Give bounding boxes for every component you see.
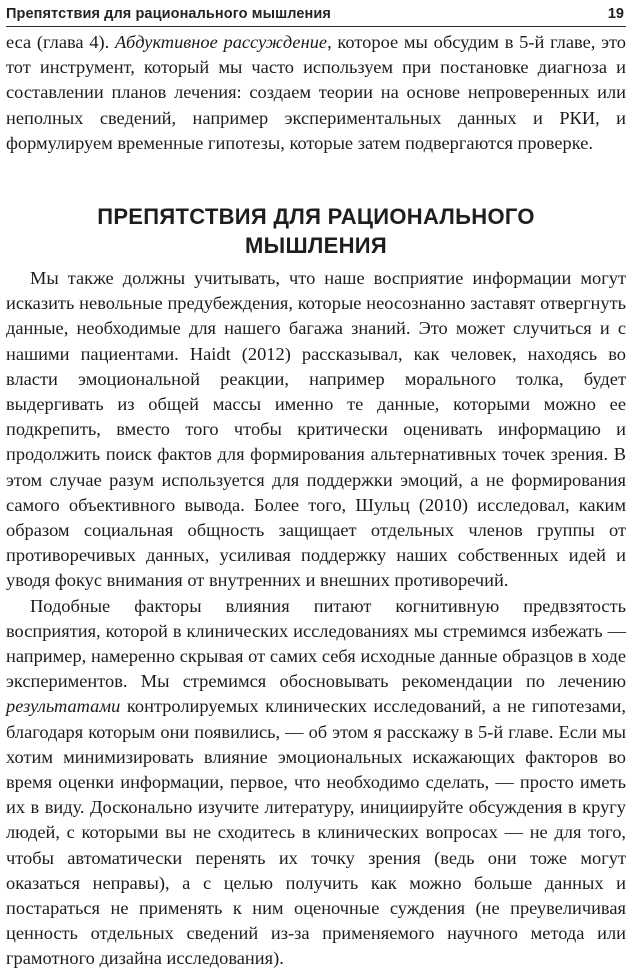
intro-text-end: , которое мы обсудим в 5-й главе, это тот инструмент, который мы часто используем при постановке диагноза и составлении планов лечения: создаем теории на основе непроверенных или неполных сведений, например экспериментальных данных и РКИ, и формулируем временные гипотезы, которые затем подвергаются проверке. <box>6 32 626 153</box>
section-heading-line-2: МЫШЛЕНИЯ <box>245 233 387 258</box>
intro-paragraph <box>6 30 626 156</box>
paragraph-2-end: контролируемых клинических исследований, а не гипотезами, благодаря которым они появились, — об этом я расскажу в 5-й главе. Если мы хотим минимизировать влияние эмоциональных искажающих факторов во время оценки информации, первое, что необходимо сделать, — просто иметь их в виду. Досконально изучите литературу, инициируйте обсуждения в кругу людей, с которыми вы не сходитесь в клинических вопросах — не для того, чтобы автоматически перенять их точку зрения (ведь они тоже могут оказаться неправы), а с целью получить как можно больше данных и постараться не применять к ним оценочные суждения (не преувеличивая ценность отдельных сведений из-за применяемого научного метода или грамотного дизайна исследования). <box>6 696 626 969</box>
paragraph-1: Мы также должны учитывать, что наше восприятие информации могут исказить невольные предубеждения, которые неосознанно заставят отвергнуть данные, необходимые для нашего багажа знаний. Это может случиться и с нашими пациентами. Haidt (2012) рассказывал, как человек, находясь во власти эмоциональной реакции, например морального толка, будет выдергивать из общей массы именно те данные, которыми можно ее подкрепить, вместо того чтобы критически оценивать информацию и продолжить поиск фактов для формирования альтернативных точек зрения. В этом случае разум используется для поддержки эмоций, а не формирования самого объективного вывода. Более того, Шульц (2010) исследовал, каким образом социальная общность защищает отдельных членов группы от противоречивых данных, усиливая поддержку наших собственных идей и уводя фокус внимания от внутренних и внешних противоречий. <box>6 268 626 591</box>
paragraph-2 <box>6 594 626 972</box>
intro-text-start: еса (глава 4). <box>6 32 116 52</box>
intro-paragraph-text <box>6 30 626 156</box>
section-heading <box>6 202 626 260</box>
main-text <box>6 266 626 972</box>
section-heading-line-1: ПРЕПЯТСТВИЯ ДЛЯ РАЦИОНАЛЬНОГО <box>97 204 535 229</box>
paragraph-2-italic-term: результатами <box>6 696 121 717</box>
running-header <box>6 6 626 27</box>
page-number: 19 <box>607 6 624 22</box>
paragraph-2-start: Подобные факторы влияния питают когнитивную предвзятость восприятия, которой в клинических исследованиях мы стремимся избежать — например, намеренно скрывая от самих себя исходные данные образцов в ходе экспериментов. Мы стремимся обосновывать рекомендации по лечению <box>6 595 626 692</box>
intro-italic-term: Абдуктивное рассуждение <box>115 32 328 52</box>
running-title: Препятствия для рационального мышления <box>6 6 331 22</box>
